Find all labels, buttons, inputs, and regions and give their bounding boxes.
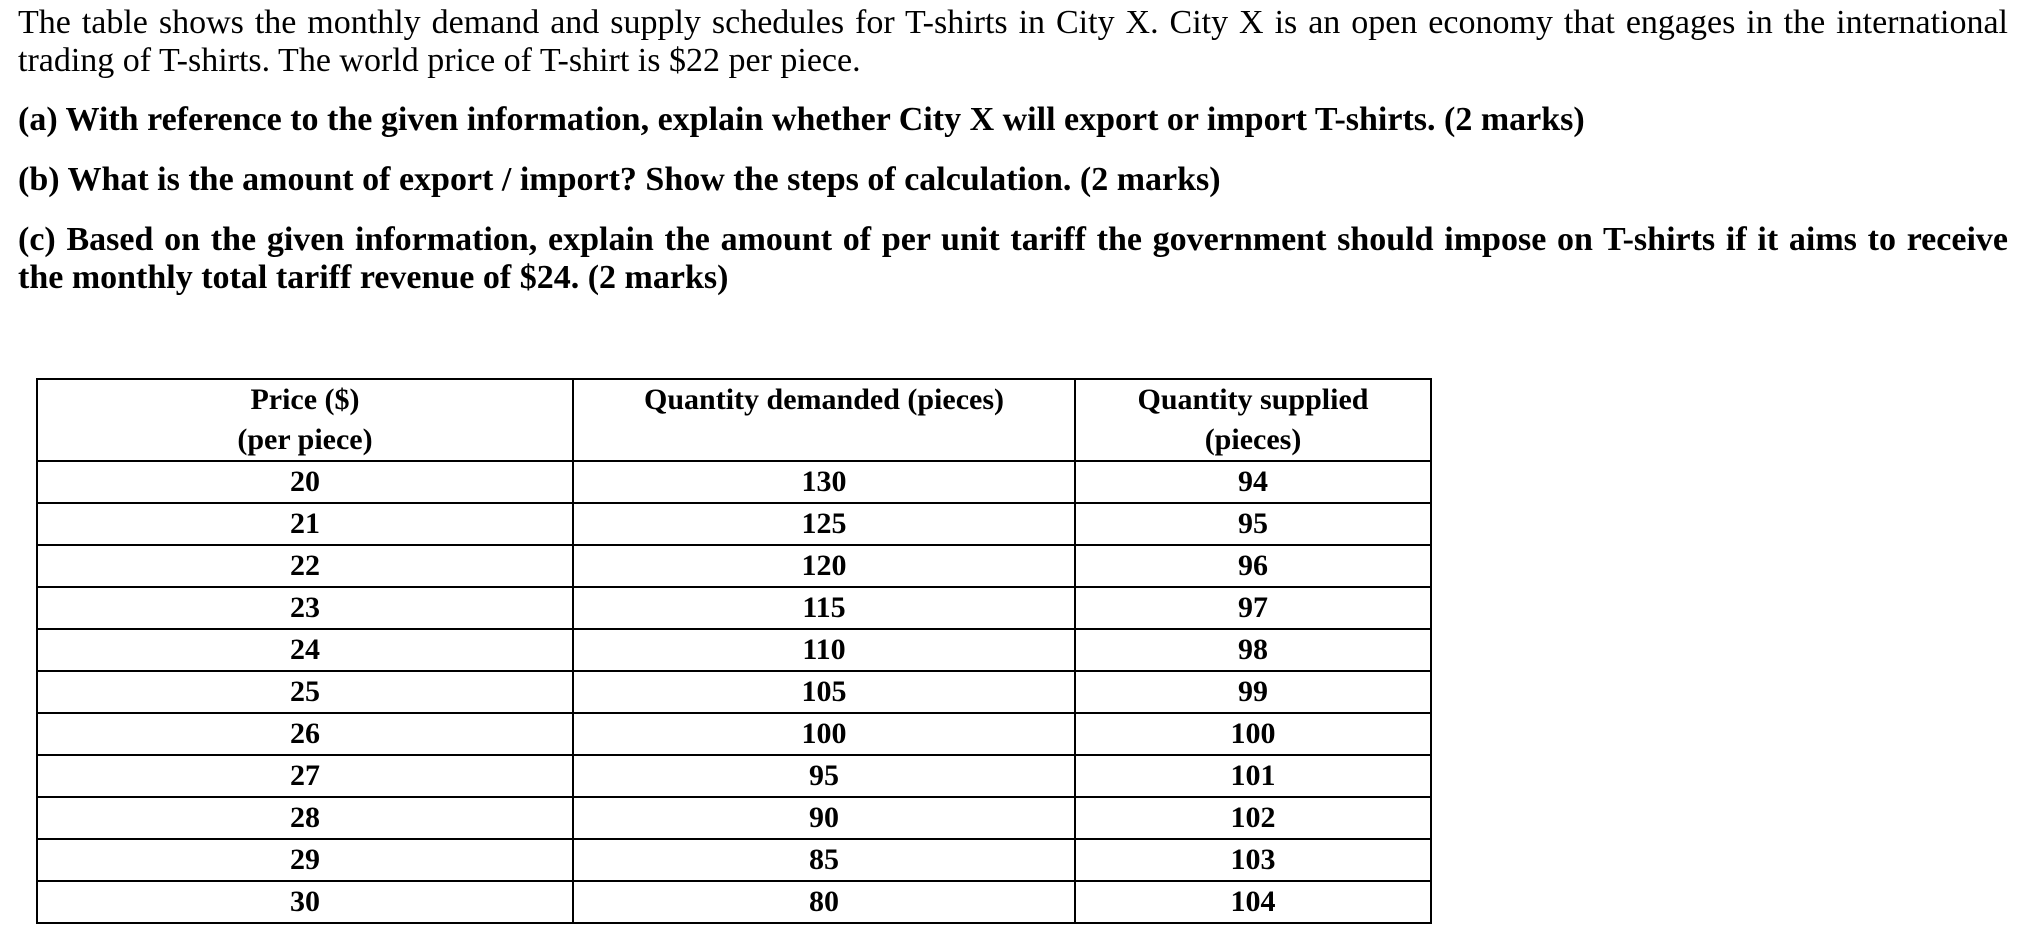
demand-cell: 80 bbox=[573, 881, 1075, 923]
table-row bbox=[37, 461, 1431, 503]
header-quantity-supplied bbox=[1075, 379, 1431, 461]
price-cell: 24 bbox=[37, 629, 573, 671]
demand-cell: 125 bbox=[573, 503, 1075, 545]
price-cell: 28 bbox=[37, 797, 573, 839]
question-b: (b) What is the amount of export / import? Show the steps of calculation. (2 marks) bbox=[18, 161, 1221, 198]
price-cell: 25 bbox=[37, 671, 573, 713]
header-price-line-2: (per piece) bbox=[237, 423, 373, 456]
demand-cell: 115 bbox=[573, 587, 1075, 629]
table-row bbox=[37, 587, 1431, 629]
question-a: (a) With reference to the given information, explain whether City X will export or import T-shirts. (2 marks) bbox=[18, 101, 1585, 138]
demand-cell: 95 bbox=[573, 755, 1075, 797]
table-row bbox=[37, 545, 1431, 587]
price-cell: 29 bbox=[37, 839, 573, 881]
demand-cell: 100 bbox=[573, 713, 1075, 755]
table-row bbox=[37, 839, 1431, 881]
header-supply-line-2: (pieces) bbox=[1204, 423, 1302, 456]
price-cell: 27 bbox=[37, 755, 573, 797]
supply-cell: 99 bbox=[1075, 671, 1431, 713]
header-price bbox=[37, 379, 573, 461]
supply-cell: 98 bbox=[1075, 629, 1431, 671]
header-demand-line-1: Quantity demanded (pieces) bbox=[644, 383, 1004, 416]
price-cell: 21 bbox=[37, 503, 573, 545]
price-cell: 22 bbox=[37, 545, 573, 587]
table-row bbox=[37, 881, 1431, 923]
price-cell: 20 bbox=[37, 461, 573, 503]
header-price-line-1: Price ($) bbox=[250, 383, 360, 416]
table-row bbox=[37, 797, 1431, 839]
price-cell: 30 bbox=[37, 881, 573, 923]
intro-paragraph: The table shows the monthly demand and supply schedules for T-shirts in City X. City X is an open economy that engages in the international trading of T-shirts. The world price of T-shirt is $22 per piece. bbox=[18, 4, 2008, 79]
header-quantity-demanded bbox=[573, 379, 1075, 461]
question-c: (c) Based on the given information, explain the amount of per unit tariff the government should impose on T-shirts if it aims to receive the monthly total tariff revenue of $24. (2 marks) bbox=[18, 221, 2008, 296]
supply-cell: 97 bbox=[1075, 587, 1431, 629]
supply-cell: 101 bbox=[1075, 755, 1431, 797]
table-row bbox=[37, 755, 1431, 797]
demand-cell: 110 bbox=[573, 629, 1075, 671]
table-row bbox=[37, 629, 1431, 671]
supply-cell: 94 bbox=[1075, 461, 1431, 503]
table-header-row bbox=[37, 379, 1431, 461]
header-supply-line-1: Quantity supplied bbox=[1137, 383, 1369, 416]
supply-cell: 100 bbox=[1075, 713, 1431, 755]
demand-cell: 85 bbox=[573, 839, 1075, 881]
supply-cell: 96 bbox=[1075, 545, 1431, 587]
price-cell: 23 bbox=[37, 587, 573, 629]
demand-cell: 130 bbox=[573, 461, 1075, 503]
demand-cell: 90 bbox=[573, 797, 1075, 839]
demand-supply-table bbox=[36, 378, 1432, 924]
demand-cell: 120 bbox=[573, 545, 1075, 587]
supply-cell: 95 bbox=[1075, 503, 1431, 545]
supply-cell: 104 bbox=[1075, 881, 1431, 923]
supply-cell: 102 bbox=[1075, 797, 1431, 839]
price-cell: 26 bbox=[37, 713, 573, 755]
supply-cell: 103 bbox=[1075, 839, 1431, 881]
demand-cell: 105 bbox=[573, 671, 1075, 713]
table-row bbox=[37, 503, 1431, 545]
table-row bbox=[37, 713, 1431, 755]
table-row bbox=[37, 671, 1431, 713]
